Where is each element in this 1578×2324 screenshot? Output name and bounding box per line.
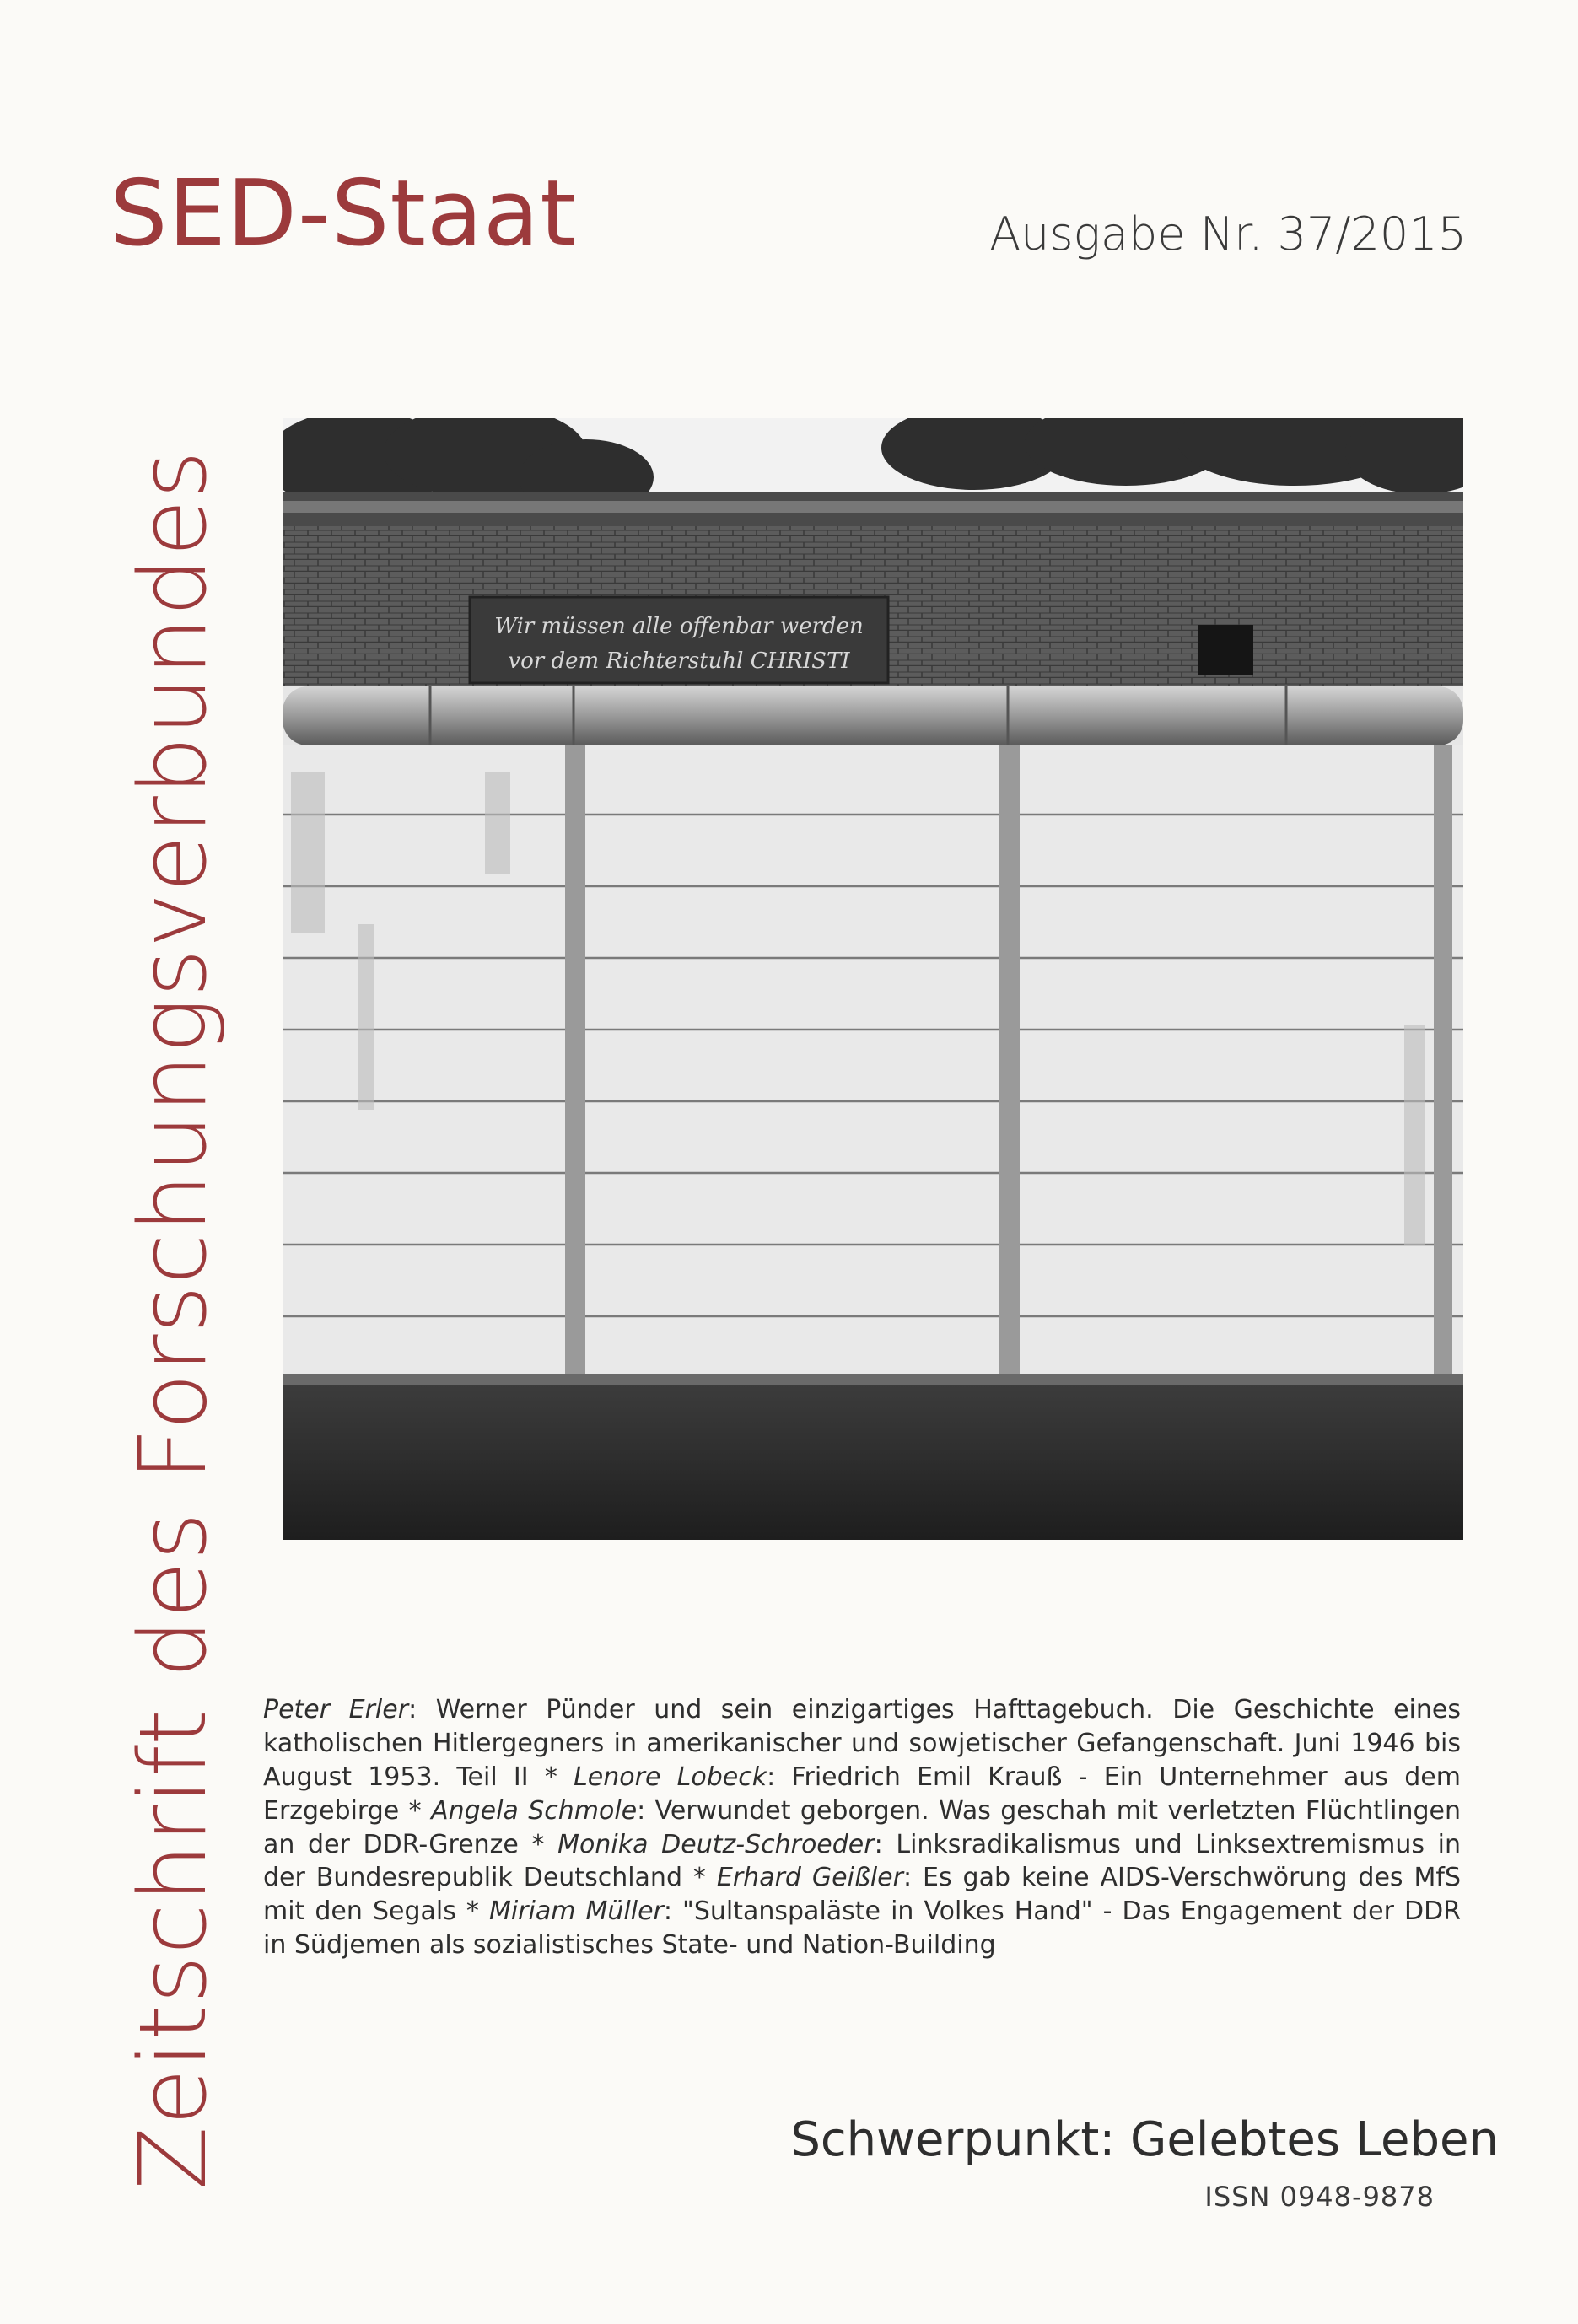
issn-number: ISSN 0948-9878 — [1204, 2181, 1435, 2213]
article-2: : Friedrich Emil Krauß - Ein Unternehmer aus dem Erzgebirge * — [263, 1762, 1461, 1826]
article-4: : Linksradikalismus und Linksextremismus in der Bundesrepublik Deutschland * — [263, 1829, 1461, 1893]
article-3: : Verwundet geborgen. Was geschah mit verletzten Flüchtlingen an der DDR-Grenze * — [263, 1795, 1461, 1859]
article-1: : Werner Pünder und sein einzigartiges Hafttagebuch. Die Geschichte eines katholischen Hitlergegners in amerikanischer und sowjetischer Gefangenschaft. Juni 1946 bis August 1953. Teil II * — [263, 1695, 1461, 1792]
inscription-line-1: Wir müssen alle offenbar werden — [494, 614, 864, 639]
inscription-line-2: vor dem Richterstuhl CHRISTI — [508, 648, 850, 674]
author-6: Miriam Müller — [488, 1896, 664, 1927]
author-5: Erhard Geißler — [716, 1863, 903, 1893]
journal-title: SED-Staat — [110, 161, 577, 266]
author-1: Peter Erler — [263, 1695, 409, 1724]
vertical-journal-subtitle: Zeitschrift des Forschungsverbundes — [119, 449, 227, 2190]
article-5: : Es gab keine AIDS-Verschwörung des MfS mit den Segals * — [263, 1863, 1461, 1927]
focus-topic: Schwerpunkt: Gelebtes Leben — [790, 2112, 1499, 2167]
table-of-contents — [263, 1693, 1461, 1962]
issue-number: Ausgabe Nr. 37/2015 — [989, 207, 1467, 261]
author-4: Monika Deutz-Schroeder — [557, 1829, 875, 1859]
inscription-plaque — [470, 597, 888, 683]
article-6: : "Sultanspaläste in Volkes Hand" - Das Engagement der DDR in Südjemen als sozialistisches State- und Nation-Building — [263, 1896, 1462, 1961]
author-3: Angela Schmole — [431, 1795, 638, 1826]
cover-photo-berlin-wall — [283, 418, 1463, 1540]
author-2: Lenore Lobeck — [574, 1762, 767, 1792]
